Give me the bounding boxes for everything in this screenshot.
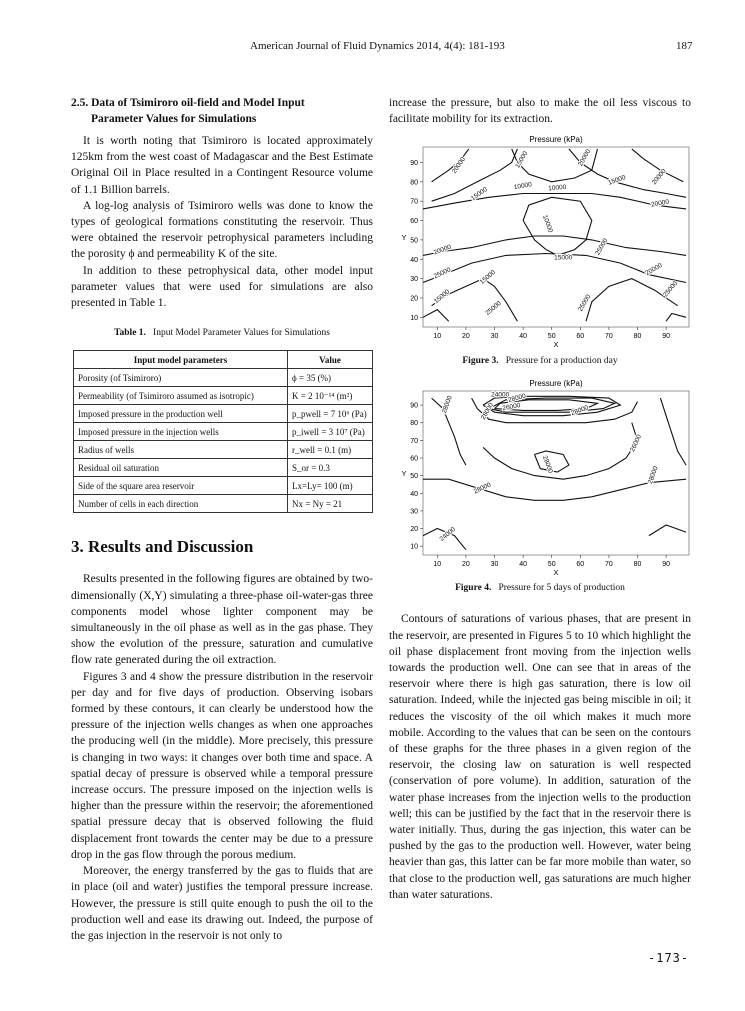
contour-label: 25000 [577, 293, 593, 314]
paragraph: In addition to these petrophysical data, other model input parameter values that were used for simulations are also presented in Table 1. [71, 264, 373, 310]
table-row [74, 369, 373, 387]
table-cell: r_well = 0.1 (m) [288, 441, 373, 459]
contour-label: 28000 [541, 455, 554, 475]
x-tick-label: 20 [462, 561, 470, 569]
paragraph: increase the pressure, but also to make the oil less viscous to facilitate mobility for its extraction. [389, 97, 691, 126]
right-column [389, 95, 691, 903]
figure-caption-text: Pressure for a production day [505, 356, 618, 367]
contour-line [660, 399, 686, 466]
x-tick-label: 40 [519, 561, 528, 569]
x-tick-label: 70 [605, 561, 613, 569]
contour-label: 28000 [440, 395, 454, 415]
x-tick-label: 60 [576, 561, 585, 569]
y-tick-label: 20 [410, 295, 418, 303]
table-row [74, 477, 373, 495]
paragraph: Contours of saturations of various phases, that are present in the reservoir, are presented in Figures 5 to 10 which highlight the oil phase displacement front moving from the injection wells towards the production well. One can see that in areas of the reservoir where there is high gas saturation, there is low oil saturation. Indeed, while the injected gas being miscible in oil; it reduces the viscosity of the oil which makes it much more mobile. According to the values that can be seen on the contours of these graphs for the three phases in a given region of the reservoir, the closing law on saturation is well respected (conservation of pore volume). In addition, saturation of the water phase increases from the injection wells to the production well; this can be justified by the fact that in the reservoir there is water initially. Thus, during the gas injection, this water can be pushed by the gas to the production well. However, water being heavier than gas, this latter can be far more mobile than water, so that close to the production well, gas saturations are much higher than water saturations. [389, 613, 691, 901]
contour-label: 28000 [472, 481, 493, 496]
contour-line [666, 314, 686, 322]
x-tick-label: 90 [662, 561, 671, 569]
contour-label: 15000 [469, 186, 489, 203]
x-tick-label: 10 [433, 561, 442, 569]
table-caption [71, 325, 373, 341]
x-tick-label: 30 [490, 333, 499, 341]
plot-frame [423, 147, 689, 327]
y-tick-label: 80 [410, 179, 418, 187]
contour-label: 28000 [479, 402, 496, 422]
figure-caption [389, 353, 691, 369]
contour-label: 25000 [432, 266, 453, 281]
contour-label: 26000 [629, 434, 644, 454]
y-tick-label: 20 [410, 526, 418, 534]
plot-title: Pressure (kPa) [529, 135, 583, 145]
x-tick-label: 10 [433, 333, 442, 341]
contour-label: 25000 [662, 280, 680, 299]
table-cell: Imposed pressure in the production well [74, 405, 288, 423]
x-tick-label: 40 [519, 333, 528, 341]
y-tick-label: 10 [410, 544, 418, 552]
contour-label: 24000 [491, 391, 510, 399]
paragraph: It is worth noting that Tsimiroro is located approximately 125km from the west coast of Madagascar and the Best Estimate Original Oil in Place resulted in a Contingent Resource volume of 1.1 Billion barrels. [71, 135, 373, 196]
contour-label: 15000 [478, 269, 497, 287]
journal-citation: American Journal of Fluid Dynamics 2014, 4(4): 181-193 [250, 40, 505, 52]
y-tick-label: 40 [410, 257, 418, 265]
table-cell: Nx = Ny = 21 [288, 495, 373, 513]
table-caption-text: Input Model Parameter Values for Simulations [153, 328, 330, 339]
contour-line [586, 279, 678, 322]
section-2-5-title-line1: 2.5. Data of Tsimiroro oil-field and Model Input [71, 97, 305, 109]
table-row [74, 423, 373, 441]
table-cell: Porosity (of Tsimiroro) [74, 369, 288, 387]
table-row [74, 405, 373, 423]
page-number: 187 [676, 40, 693, 52]
contour-label: 20000 [644, 262, 664, 278]
table-cell: Imposed pressure in the injection wells [74, 423, 288, 441]
table-cell: ϕ = 35 (%) [288, 369, 373, 387]
y-tick-label: 30 [410, 508, 418, 516]
table-cell: S_or = 0.3 [288, 459, 373, 477]
table-header-row [74, 351, 373, 369]
contour-label: 28000 [646, 465, 660, 486]
contour-label: 28000 [570, 404, 590, 418]
table-cell: Radius of wells [74, 441, 288, 459]
y-tick-label: 70 [410, 438, 418, 446]
section-3-heading: 3. Results and Discussion [71, 537, 254, 557]
contour-label: 10000 [541, 214, 554, 235]
left-column [71, 95, 373, 944]
contour-label: 20000 [577, 148, 593, 168]
y-tick-label: 80 [410, 420, 418, 428]
table-label: Table 1. [114, 328, 146, 339]
contour-label: 15000 [432, 288, 452, 306]
figure-3-plot [389, 127, 691, 353]
table-row [74, 459, 373, 477]
figure-label: Figure 3. [462, 356, 499, 367]
x-tick-label: 70 [605, 333, 613, 341]
y-tick-label: 50 [410, 473, 418, 481]
y-tick-label: 60 [410, 218, 418, 226]
contour-label: 20000 [450, 156, 468, 176]
table-header-cell: Value [288, 351, 373, 369]
table-cell: p_iwell = 3 10⁷ (Pa) [288, 423, 373, 441]
y-tick-label: 30 [410, 276, 418, 284]
contour-line [423, 194, 686, 209]
x-tick-label: 60 [576, 333, 585, 341]
x-tick-label: 80 [633, 333, 642, 341]
contour-line [649, 525, 686, 536]
contour-label: 26000 [501, 402, 521, 413]
contour-line [523, 198, 592, 256]
contour-label: 20000 [650, 168, 668, 187]
figure-caption-text: Pressure for 5 days of production [498, 583, 625, 594]
table-header-cell: Input model parameters [74, 351, 288, 369]
contour-label: 24000 [438, 526, 457, 544]
table-cell: Side of the square area reservoir [74, 477, 288, 495]
y-axis-label: Y [401, 469, 407, 479]
running-header [0, 40, 745, 56]
contour-label: 15000 [514, 150, 530, 170]
section-2-5-title-line2: Parameter Values for Simulations [91, 113, 257, 125]
paragraph: Moreover, the energy transferred by the gas to fluids that are in place (oil and water) justifies the temporal pressure increase. However, the pressure is still quite enough to push the oil to the production well and ease its drawing out. Indeed, the purpose of the gas injection in the reservoir is not only to [71, 865, 373, 942]
contour-label: 25000 [594, 237, 610, 257]
y-tick-label: 90 [410, 160, 418, 168]
figure-4 [389, 375, 691, 601]
x-tick-label: 30 [490, 561, 499, 569]
y-tick-label: 60 [410, 455, 418, 463]
contour-label: 20000 [432, 244, 453, 257]
contour-line [423, 236, 686, 255]
x-tick-label: 20 [462, 333, 470, 341]
y-tick-label: 40 [410, 491, 418, 499]
y-tick-label: 50 [410, 237, 418, 245]
figure-label: Figure 4. [455, 583, 492, 594]
figure-caption [389, 580, 691, 596]
x-tick-label: 80 [633, 561, 642, 569]
x-axis-label: X [553, 568, 559, 578]
x-tick-label: 50 [547, 561, 556, 569]
contour-label: 28000 [507, 393, 527, 405]
table-cell: Lx=Ly= 100 (m) [288, 477, 373, 495]
table-cell: p_pwell = 7 10⁶ (Pa) [288, 405, 373, 423]
paragraph: A log-log analysis of Tsimiroro wells was done to know the types of geological formations constituting the reservoir. Thus were obtained the reservoir petrophysical parameters including the porosity ϕ and permeability K of the site. [71, 199, 373, 261]
table-cell: Permeability (of Tsimiroro assumed as isotropic) [74, 387, 288, 405]
table-row [74, 441, 373, 459]
table-row [74, 495, 373, 513]
y-tick-label: 70 [410, 199, 418, 207]
input-parameters-table [73, 350, 373, 513]
contour-line [423, 310, 449, 322]
table-cell: Residual oil saturation [74, 459, 288, 477]
contour-label: 20000 [650, 198, 670, 210]
y-tick-label: 10 [410, 315, 418, 323]
contour-label: 15000 [607, 174, 627, 188]
y-tick-label: 90 [410, 403, 418, 411]
figure-3 [389, 127, 691, 369]
paragraph: Figures 3 and 4 show the pressure distribution in the reservoir per day and for five days of production. Observing isobars formed by these contours, it can clearly be understood how the pressure of the injection wells changes as when one approaches the producing well (in the middle). More precisely, this pressure is changing in two ways: it changes over both time and space. A spatial decay of pressure is observed while a temporal pressure increase occurs. The pressure imposed on the injection wells is higher than the pressure within the reservoir; the aforementioned spatial pressure decay that is observed following the fluid displacement front towards the center may be due to a pressure drop in the gas flow through the porous medium. [71, 670, 373, 861]
paragraph: Results presented in the following figures are obtained by two-dimensionally (X,Y) simulating a three-phase oil-water-gas three components model whose lighter component may be simultaneously in the oil phase as well as in the gas phase. They show the evolution of the pressure, saturation and cumulative flow rate generated during the oil extraction. [71, 573, 373, 667]
plot-title: Pressure (kPa) [529, 379, 583, 389]
x-tick-label: 50 [547, 333, 556, 341]
section-2-5-heading [71, 95, 373, 127]
contour-label: 10000 [547, 184, 567, 193]
x-axis-label: X [553, 340, 559, 350]
table-row [74, 387, 373, 405]
y-axis-label: Y [401, 233, 407, 243]
contour-line [432, 279, 518, 322]
contour-label: 25000 [484, 300, 503, 318]
contour-label: 15000 [554, 254, 573, 262]
table-cell: K = 2 10⁻¹⁴ (m²) [288, 387, 373, 405]
page-footer-number: -173- [648, 951, 690, 965]
x-tick-label: 90 [662, 333, 671, 341]
figure-4-plot [389, 375, 691, 580]
table-cell: Number of cells in each direction [74, 495, 288, 513]
contour-label: 10000 [513, 181, 533, 192]
